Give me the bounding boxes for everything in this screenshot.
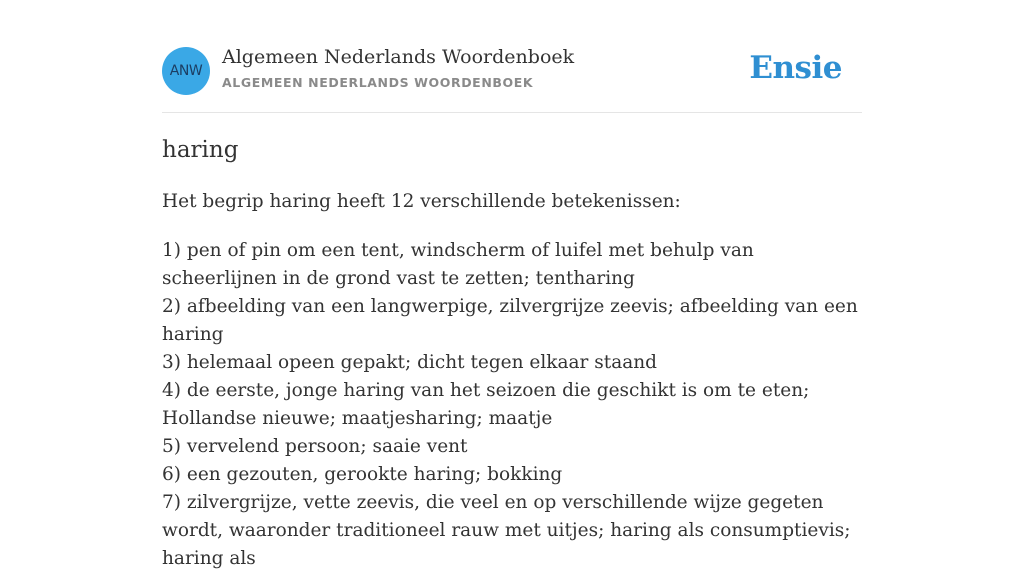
definition-item: 5) vervelend persoon; saaie vent xyxy=(162,436,468,457)
definition-item: 3) helemaal opeen gepakt; dicht tegen elkaar staand xyxy=(162,352,658,373)
source-title[interactable]: Algemeen Nederlands Woordenboek xyxy=(222,46,575,68)
source-subtitle: ALGEMEEN NEDERLANDS WOORDENBOEK xyxy=(222,75,534,90)
definition-item: 1) pen of pin om een tent, windscherm of luifel met behulp van scheerlijnen in de grond vast te zetten; tentharing xyxy=(162,240,754,289)
source-logo[interactable]: ANW xyxy=(162,47,210,95)
definition-item: 2) afbeelding van een langwerpige, zilvergrijze zeevis; afbeelding van een haring xyxy=(162,296,858,345)
ensie-logo[interactable]: Ensie xyxy=(749,50,842,86)
definition-item: 7) zilvergrijze, vette zeevis, die veel en op verschillende wijze gegeten wordt, waaronder traditioneel rauw met uitjes; haring als consumptievis; haring als xyxy=(162,492,851,569)
source-header xyxy=(162,47,862,113)
definition-item: 4) de eerste, jonge haring van het seizoen die geschikt is om te eten; Hollandse nieuwe; maatjesharing; maatje xyxy=(162,380,810,429)
definition-item: 6) een gezouten, gerookte haring; bokking xyxy=(162,464,563,485)
definition-list xyxy=(162,237,874,573)
intro-text: Het begrip haring heeft 12 verschillende betekenissen: xyxy=(162,191,681,212)
term-heading: haring xyxy=(162,137,239,163)
